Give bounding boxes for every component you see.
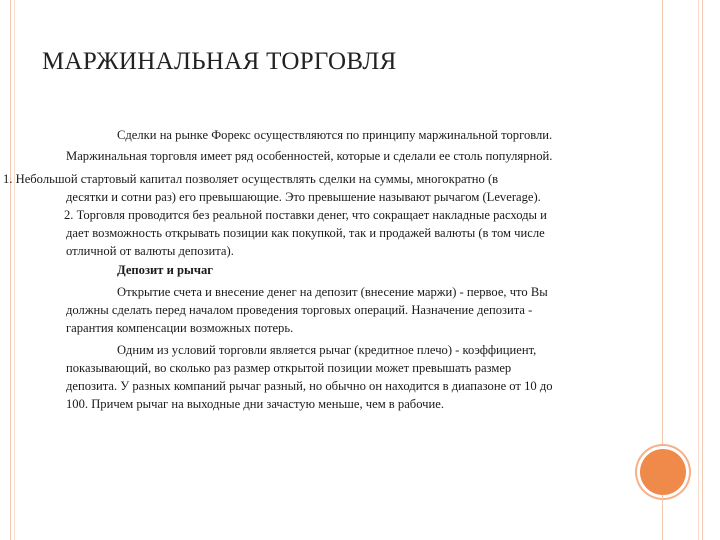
text-line: 2. Торговля проводится без реальной поставки денег, что сокращает накладные расходы и xyxy=(64,208,547,222)
text-line: должны сделать перед началом проведения торговых операций. Назначение депозита - xyxy=(66,303,533,317)
text-line: депозита. У разных компаний рычаг разный, но обычно он находится в диапазоне от 10 до xyxy=(66,379,553,393)
text-line: Сделки на рынке Форекс осуществляются по принципу маржинальной торговли. xyxy=(117,128,553,142)
text-line: показывающий, во сколько раз размер открытой позиции может превышать размер xyxy=(66,361,512,375)
text-line: дает возможность открывать позиции как покупкой, так и продажей валюты (в том числе xyxy=(66,226,545,240)
section-heading: Депозит и рычаг xyxy=(117,263,213,277)
text-line: отличной от валюты депозита). xyxy=(66,244,234,258)
text-line: Открытие счета и внесение денег на депозит (внесение маржи) - первое, что Вы xyxy=(117,285,548,299)
text-line: Маржинальная торговля имеет ряд особенностей, которые и сделали ее столь популярной. xyxy=(66,149,553,163)
text-line: 1. Небольшой стартовый капитал позволяет осуществлять сделки на суммы, многократно (в xyxy=(3,172,499,186)
text-line: десятки и сотни раз) его превышающие. Это превышение называют рычагом (Leverage). xyxy=(66,190,541,204)
text-line: 100. Причем рычаг на выходные дни зачастую меньше, чем в рабочие. xyxy=(66,397,444,411)
text-line: Одним из условий торговли является рычаг (кредитное плечо) - коэффициент, xyxy=(117,343,537,357)
slide-title: МАРЖИНАЛЬНАЯ ТОРГОВЛЯ xyxy=(42,48,397,75)
text-line: гарантия компенсации возможных потерь. xyxy=(66,321,294,335)
